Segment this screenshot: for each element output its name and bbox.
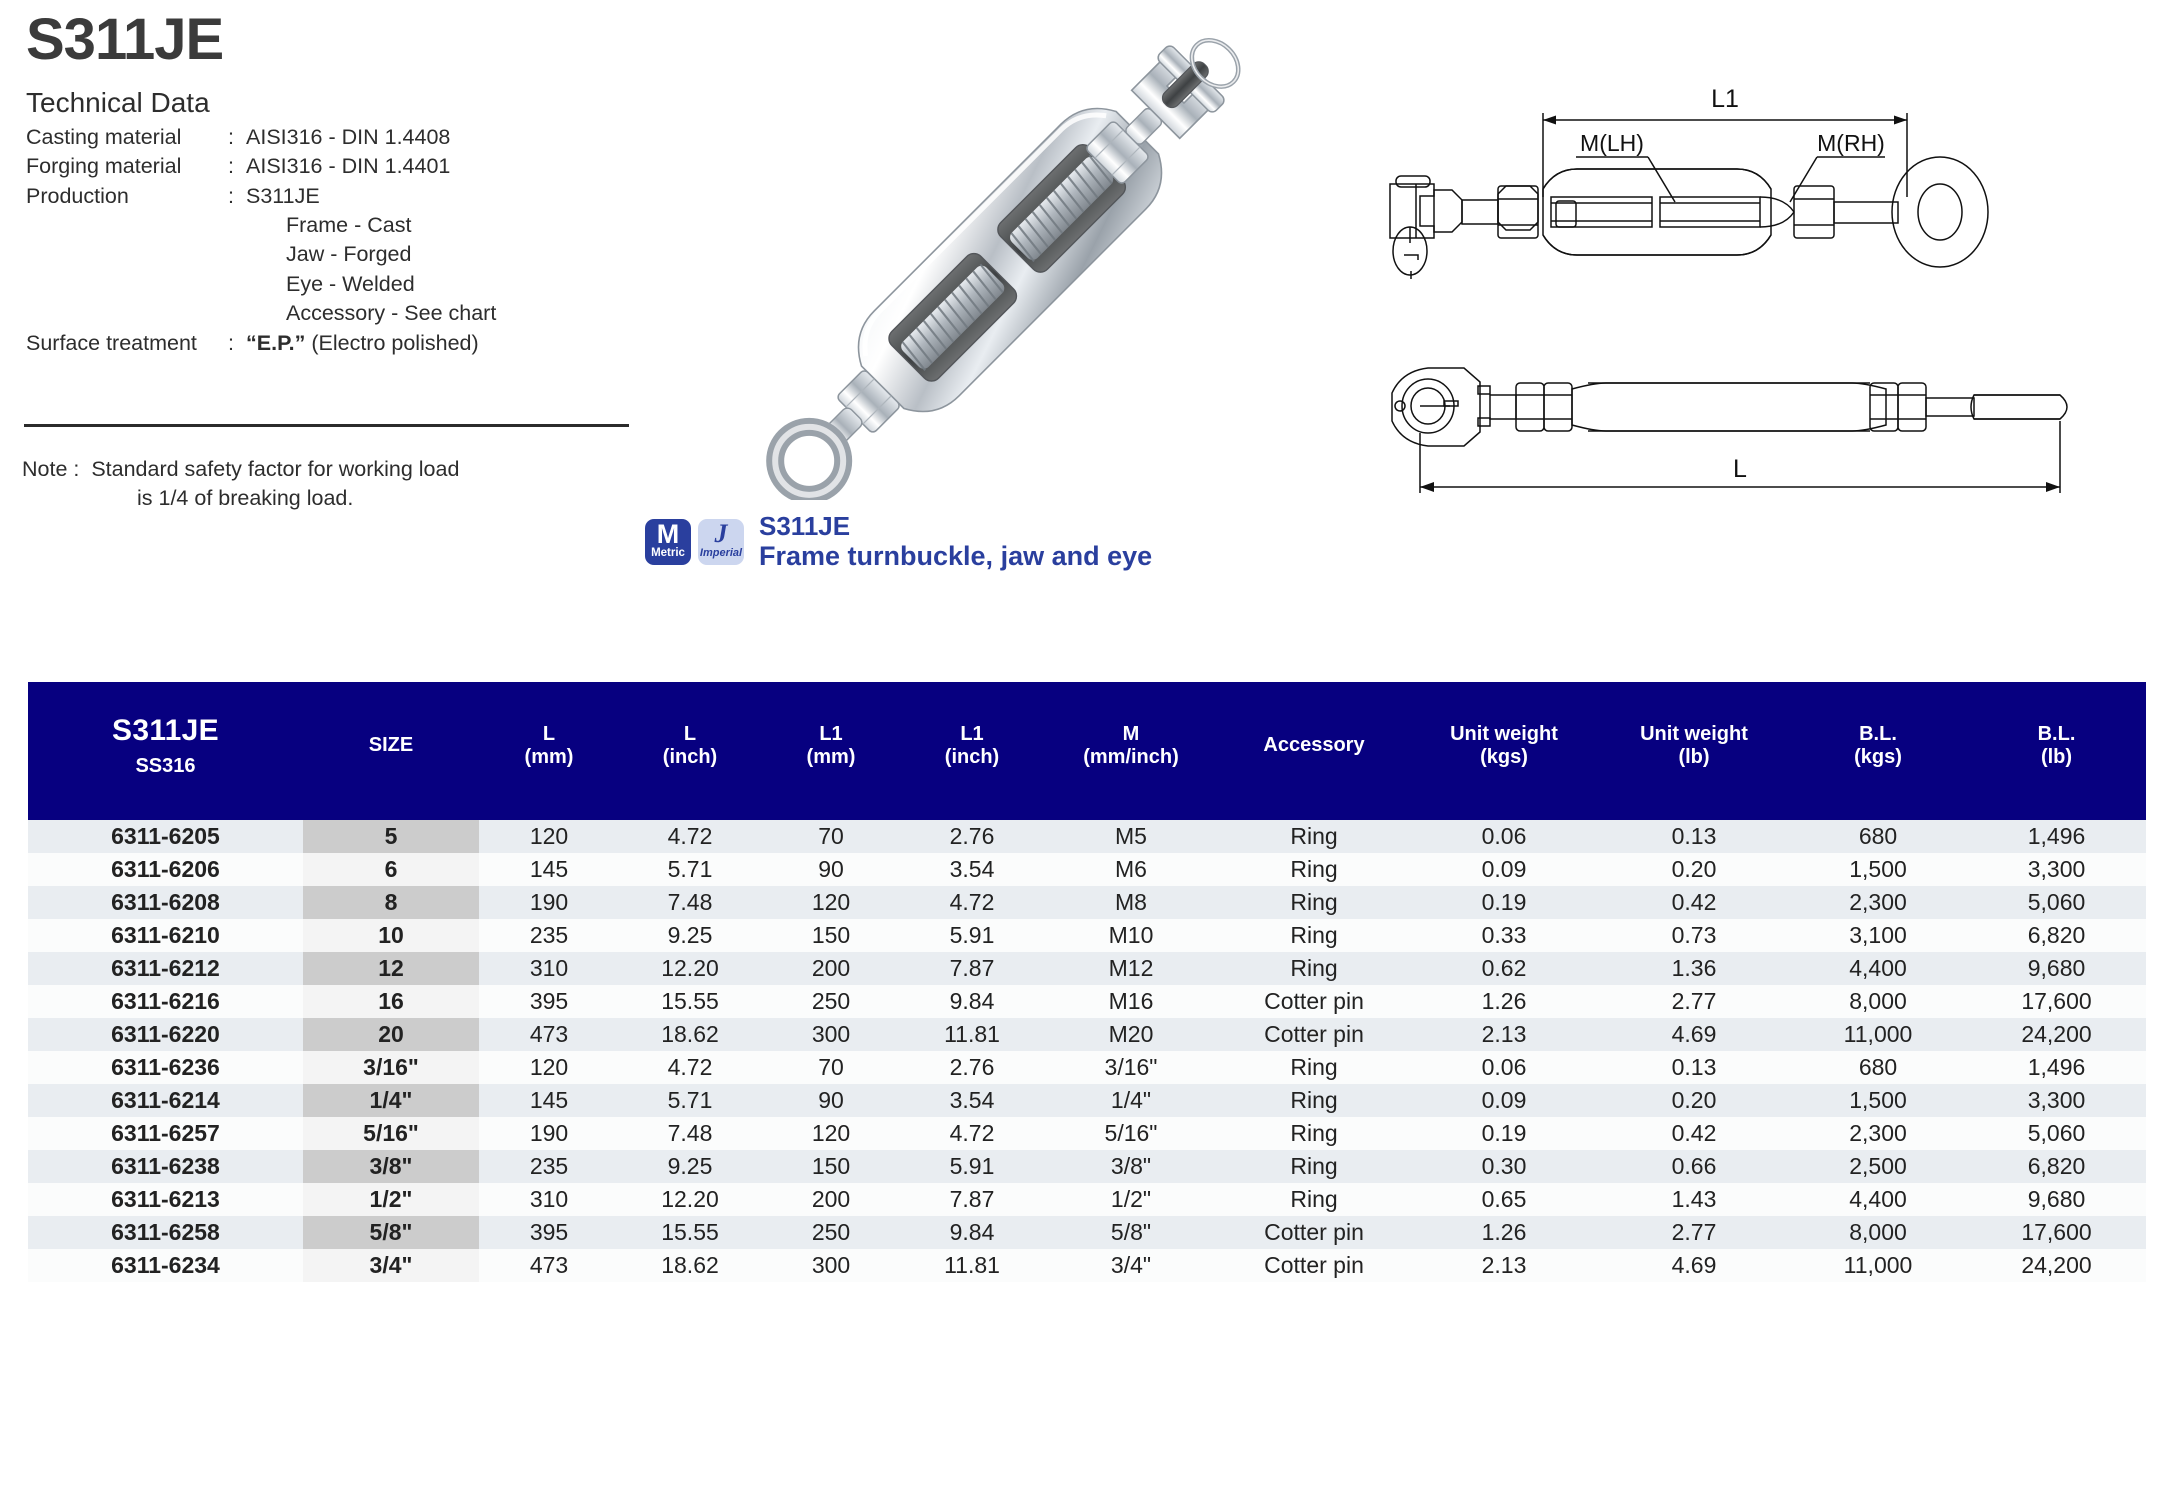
hdr-unit-uw-lb: (lb) bbox=[1678, 746, 1710, 768]
cell-size: 3/8" bbox=[303, 1150, 479, 1183]
table-row bbox=[28, 952, 2146, 985]
table-cell: 310 bbox=[479, 1183, 619, 1216]
imperial-badge-glyph: J bbox=[714, 519, 728, 549]
table-row bbox=[28, 919, 2146, 952]
table-row bbox=[28, 1117, 2146, 1150]
table-header-unit-weight-lb bbox=[1599, 682, 1789, 820]
table-cell: 190 bbox=[479, 886, 619, 919]
metric-badge-caption: Metric bbox=[651, 547, 685, 560]
table-cell: 9,680 bbox=[1967, 1183, 2146, 1216]
cell-part-number: 6311-6210 bbox=[28, 919, 303, 952]
table-cell: 12.20 bbox=[619, 952, 761, 985]
table-cell: 3.54 bbox=[901, 1084, 1043, 1117]
table-row bbox=[28, 1249, 2146, 1282]
table-cell: 190 bbox=[479, 1117, 619, 1150]
table-cell: 5.71 bbox=[619, 853, 761, 886]
cell-size: 10 bbox=[303, 919, 479, 952]
cell-part-number: 6311-6206 bbox=[28, 853, 303, 886]
table-cell: 7.87 bbox=[901, 952, 1043, 985]
thread-label-lh: M(LH) bbox=[1580, 130, 1644, 156]
table-cell: 3/4" bbox=[1043, 1249, 1219, 1282]
table-cell: 6,820 bbox=[1967, 1150, 2146, 1183]
table-cell: 5,060 bbox=[1967, 886, 2146, 919]
spec-row-casting bbox=[26, 123, 496, 152]
spec-value-surface-rest: (Electro polished) bbox=[311, 330, 479, 355]
imperial-badge-caption: Imperial bbox=[699, 547, 743, 560]
table-cell: 8,000 bbox=[1789, 985, 1967, 1018]
note-line-1: Standard safety factor for working load bbox=[91, 457, 460, 481]
thread-label-rh: M(RH) bbox=[1817, 130, 1885, 156]
table-cell: 0.19 bbox=[1409, 886, 1599, 919]
table-cell: 5.91 bbox=[901, 919, 1043, 952]
cell-part-number: 6311-6238 bbox=[28, 1150, 303, 1183]
technical-data-heading: Technical Data bbox=[26, 86, 210, 118]
table-cell: 2,500 bbox=[1789, 1150, 1967, 1183]
turnbuckle-photo-svg bbox=[690, 20, 1330, 500]
table-cell: 3.54 bbox=[901, 853, 1043, 886]
cell-size: 20 bbox=[303, 1018, 479, 1051]
cell-part-number: 6311-6258 bbox=[28, 1216, 303, 1249]
table-cell: 2.13 bbox=[1409, 1249, 1599, 1282]
technical-data-block bbox=[24, 7, 664, 358]
table-cell: 7.87 bbox=[901, 1183, 1043, 1216]
table-cell: 70 bbox=[761, 820, 901, 853]
table-cell: 0.20 bbox=[1599, 1084, 1789, 1117]
table-cell: 3/16" bbox=[1043, 1051, 1219, 1084]
table-cell: 15.55 bbox=[619, 1216, 761, 1249]
spec-colon: : bbox=[228, 124, 234, 149]
cell-size: 3/16" bbox=[303, 1051, 479, 1084]
table-cell: 3,100 bbox=[1789, 919, 1967, 952]
table-cell: M8 bbox=[1043, 886, 1219, 919]
cell-part-number: 6311-6212 bbox=[28, 952, 303, 985]
table-cell: 6,820 bbox=[1967, 919, 2146, 952]
table-cell: 4.72 bbox=[619, 820, 761, 853]
table-cell: 7.48 bbox=[619, 1117, 761, 1150]
metric-badge-icon bbox=[645, 519, 691, 565]
table-cell: 1/4" bbox=[1043, 1084, 1219, 1117]
table-cell: 8,000 bbox=[1789, 1216, 1967, 1249]
table-row bbox=[28, 886, 2146, 919]
cell-part-number: 6311-6236 bbox=[28, 1051, 303, 1084]
table-cell: 0.09 bbox=[1409, 1084, 1599, 1117]
cell-size: 16 bbox=[303, 985, 479, 1018]
specification-table bbox=[28, 682, 2146, 1282]
dim-label-l1: L1 bbox=[1711, 85, 1739, 113]
table-cell: 1,500 bbox=[1789, 1084, 1967, 1117]
spec-label-casting: Casting material bbox=[26, 124, 182, 149]
table-cell: Cotter pin bbox=[1219, 985, 1409, 1018]
table-cell: 4.69 bbox=[1599, 1018, 1789, 1051]
cell-part-number: 6311-6220 bbox=[28, 1018, 303, 1051]
table-header-bl-lb bbox=[1967, 682, 2146, 820]
table-cell: Ring bbox=[1219, 919, 1409, 952]
spec-sub-accessory: Accessory - See chart bbox=[286, 301, 497, 326]
product-title-description: Frame turnbuckle, jaw and eye bbox=[759, 540, 1153, 571]
table-header-l-inch bbox=[619, 682, 761, 820]
cell-size: 5 bbox=[303, 820, 479, 853]
table-cell: 11.81 bbox=[901, 1018, 1043, 1051]
hdr-unit-l-mm: (mm) bbox=[524, 746, 574, 768]
hdr-main-uw-lb: Unit weight bbox=[1640, 722, 1748, 745]
table-cell: 2.13 bbox=[1409, 1018, 1599, 1051]
table-cell: 0.06 bbox=[1409, 820, 1599, 853]
table-cell: 300 bbox=[761, 1249, 901, 1282]
cell-part-number: 6311-6214 bbox=[28, 1084, 303, 1117]
cell-size: 8 bbox=[303, 886, 479, 919]
table-header-l1-mm bbox=[761, 682, 901, 820]
spec-row-production bbox=[26, 182, 496, 211]
table-cell: 0.06 bbox=[1409, 1051, 1599, 1084]
badge-title-row bbox=[645, 512, 1152, 572]
table-header-accessory bbox=[1219, 682, 1409, 820]
spec-sub-eye: Eye - Welded bbox=[286, 271, 415, 296]
table-cell: Ring bbox=[1219, 820, 1409, 853]
table-row bbox=[28, 985, 2146, 1018]
table-cell: 2.77 bbox=[1599, 985, 1789, 1018]
table-cell: 4,400 bbox=[1789, 952, 1967, 985]
table-cell: 1,496 bbox=[1967, 1051, 2146, 1084]
table-cell: Ring bbox=[1219, 952, 1409, 985]
table-cell: 1,500 bbox=[1789, 853, 1967, 886]
spec-sub-frame: Frame - Cast bbox=[286, 213, 412, 238]
table-cell: 17,600 bbox=[1967, 985, 2146, 1018]
table-header-size bbox=[303, 682, 479, 820]
cell-size: 3/4" bbox=[303, 1249, 479, 1282]
table-cell: 1.26 bbox=[1409, 985, 1599, 1018]
spec-colon: : bbox=[228, 154, 234, 179]
spec-row-forging bbox=[26, 152, 496, 181]
table-cell: M10 bbox=[1043, 919, 1219, 952]
note-block bbox=[22, 455, 642, 513]
table-cell: 0.65 bbox=[1409, 1183, 1599, 1216]
table-cell: 0.13 bbox=[1599, 1051, 1789, 1084]
spec-row-jaw bbox=[26, 240, 496, 269]
spec-row-accessory bbox=[26, 299, 496, 328]
table-header-bl-kgs bbox=[1789, 682, 1967, 820]
table-cell: 4.69 bbox=[1599, 1249, 1789, 1282]
cell-part-number: 6311-6205 bbox=[28, 820, 303, 853]
table-cell: 0.62 bbox=[1409, 952, 1599, 985]
spec-row-surface bbox=[26, 329, 496, 358]
spec-row-frame bbox=[26, 211, 496, 240]
hdr-main-uw-kgs: Unit weight bbox=[1450, 722, 1558, 745]
technical-drawing-top bbox=[1380, 75, 2160, 335]
cell-size: 12 bbox=[303, 952, 479, 985]
table-cell: 2,300 bbox=[1789, 1117, 1967, 1150]
table-cell: 3/8" bbox=[1043, 1150, 1219, 1183]
table-cell: 0.66 bbox=[1599, 1150, 1789, 1183]
hdr-main-l-inch: L bbox=[683, 722, 697, 745]
table-cell: 9,680 bbox=[1967, 952, 2146, 985]
table-cell: 3,300 bbox=[1967, 853, 2146, 886]
table-cell: 120 bbox=[479, 820, 619, 853]
cell-size: 6 bbox=[303, 853, 479, 886]
table-row bbox=[28, 853, 2146, 886]
hdr-main-l-mm: L bbox=[542, 722, 556, 745]
cell-part-number: 6311-6208 bbox=[28, 886, 303, 919]
table-cell: 1/2" bbox=[1043, 1183, 1219, 1216]
spec-value-forging: AISI316 - DIN 1.4401 bbox=[246, 154, 451, 179]
table-cell: 9.84 bbox=[901, 985, 1043, 1018]
table-cell: 2.76 bbox=[901, 1051, 1043, 1084]
table-row bbox=[28, 1051, 2146, 1084]
table-cell: Ring bbox=[1219, 1084, 1409, 1117]
table-cell: 90 bbox=[761, 853, 901, 886]
table-cell: 4.72 bbox=[901, 886, 1043, 919]
table-cell: 18.62 bbox=[619, 1018, 761, 1051]
cell-size: 1/2" bbox=[303, 1183, 479, 1216]
table-cell: M5 bbox=[1043, 820, 1219, 853]
spec-label-production: Production bbox=[26, 183, 129, 208]
table-cell: 11,000 bbox=[1789, 1018, 1967, 1051]
table-header-m bbox=[1043, 682, 1219, 820]
table-cell: M12 bbox=[1043, 952, 1219, 985]
table-cell: 0.42 bbox=[1599, 1117, 1789, 1150]
hdr-unit-m: (mm/inch) bbox=[1083, 746, 1179, 768]
table-header-row bbox=[28, 682, 2146, 820]
spec-label-forging: Forging material bbox=[26, 154, 182, 179]
table-header-part bbox=[28, 682, 303, 820]
table-header-unit-weight-kgs bbox=[1409, 682, 1599, 820]
table-cell: M20 bbox=[1043, 1018, 1219, 1051]
table-cell: Ring bbox=[1219, 1051, 1409, 1084]
spec-value-production: S311JE bbox=[246, 183, 320, 208]
table-cell: Cotter pin bbox=[1219, 1249, 1409, 1282]
table-cell: 1.36 bbox=[1599, 952, 1789, 985]
table-cell: Ring bbox=[1219, 853, 1409, 886]
table-cell: 0.73 bbox=[1599, 919, 1789, 952]
spec-colon: : bbox=[228, 183, 234, 208]
table-cell: 0.19 bbox=[1409, 1117, 1599, 1150]
table-cell: 5.71 bbox=[619, 1084, 761, 1117]
cell-part-number: 6311-6213 bbox=[28, 1183, 303, 1216]
spec-table bbox=[26, 123, 496, 358]
hdr-main-bl-kgs: B.L. bbox=[1859, 722, 1897, 745]
hdr-main-accessory: Accessory bbox=[1263, 734, 1365, 757]
hdr-main-l1-inch: L1 bbox=[960, 722, 984, 745]
table-cell: 1,496 bbox=[1967, 820, 2146, 853]
hdr-unit-l1-inch: (inch) bbox=[944, 746, 1000, 768]
table-cell: 4,400 bbox=[1789, 1183, 1967, 1216]
table-row bbox=[28, 1183, 2146, 1216]
cell-part-number: 6311-6234 bbox=[28, 1249, 303, 1282]
table-cell: 250 bbox=[761, 985, 901, 1018]
table-cell: 120 bbox=[479, 1051, 619, 1084]
table-row bbox=[28, 1018, 2146, 1051]
table-cell: 200 bbox=[761, 952, 901, 985]
technical-drawing-bottom bbox=[1380, 345, 2160, 525]
spec-colon: : bbox=[228, 330, 234, 355]
table-cell: 7.48 bbox=[619, 886, 761, 919]
table-row bbox=[28, 1216, 2146, 1249]
product-title-code: S311JE bbox=[759, 511, 851, 541]
table-row bbox=[28, 1150, 2146, 1183]
spec-row-eye bbox=[26, 270, 496, 299]
product-title-block bbox=[759, 512, 1152, 572]
hdr-main-m: M bbox=[1122, 722, 1140, 745]
table-cell: 4.72 bbox=[901, 1117, 1043, 1150]
hdr-unit-bl-lb: (lb) bbox=[2040, 746, 2073, 768]
hdr-unit-bl-kgs: (kgs) bbox=[1854, 746, 1902, 768]
table-header-part-sub: SS316 bbox=[135, 755, 196, 778]
table-cell: 680 bbox=[1789, 820, 1967, 853]
note-label: Note : bbox=[22, 457, 80, 481]
drawing-top-svg bbox=[1380, 75, 2160, 335]
table-body bbox=[28, 820, 2146, 1282]
cell-size: 5/16" bbox=[303, 1117, 479, 1150]
spec-value-casting: AISI316 - DIN 1.4408 bbox=[246, 124, 451, 149]
table-header-l-mm bbox=[479, 682, 619, 820]
table-cell: 1.43 bbox=[1599, 1183, 1789, 1216]
hdr-unit-uw-kgs: (kgs) bbox=[1480, 746, 1528, 768]
drawing-bottom-svg bbox=[1380, 345, 2160, 525]
table-cell: 24,200 bbox=[1967, 1249, 2146, 1282]
table-cell: 5/16" bbox=[1043, 1117, 1219, 1150]
table-cell: 150 bbox=[761, 1150, 901, 1183]
table-cell: 17,600 bbox=[1967, 1216, 2146, 1249]
table-cell: 0.09 bbox=[1409, 853, 1599, 886]
cell-part-number: 6311-6257 bbox=[28, 1117, 303, 1150]
table-cell: 120 bbox=[761, 1117, 901, 1150]
table-cell: 235 bbox=[479, 1150, 619, 1183]
table-cell: 12.20 bbox=[619, 1183, 761, 1216]
page-title: S311JE bbox=[26, 7, 224, 72]
table-cell: 2.77 bbox=[1599, 1216, 1789, 1249]
table-header-part-title: S311JE bbox=[112, 713, 219, 747]
table-cell: 3,300 bbox=[1967, 1084, 2146, 1117]
table-cell: Cotter pin bbox=[1219, 1018, 1409, 1051]
imperial-badge-icon bbox=[698, 519, 744, 565]
product-photo bbox=[690, 20, 1330, 500]
table-cell: 200 bbox=[761, 1183, 901, 1216]
spec-label-surface: Surface treatment bbox=[26, 330, 197, 355]
table-cell: 0.20 bbox=[1599, 853, 1789, 886]
table-cell: 5/8" bbox=[1043, 1216, 1219, 1249]
spec-sub-jaw: Jaw - Forged bbox=[286, 242, 412, 267]
table-cell: 680 bbox=[1789, 1051, 1967, 1084]
table-row bbox=[28, 820, 2146, 853]
table-cell: 145 bbox=[479, 853, 619, 886]
table-cell: Ring bbox=[1219, 1117, 1409, 1150]
table-cell: 9.25 bbox=[619, 1150, 761, 1183]
cell-size: 1/4" bbox=[303, 1084, 479, 1117]
note-divider bbox=[24, 424, 629, 427]
table-row bbox=[28, 1084, 2146, 1117]
table-cell: 235 bbox=[479, 919, 619, 952]
hdr-main-l1-mm: L1 bbox=[819, 722, 843, 745]
table-cell: 1.26 bbox=[1409, 1216, 1599, 1249]
table-cell: 18.62 bbox=[619, 1249, 761, 1282]
dim-label-l: L bbox=[1733, 455, 1747, 483]
table-cell: 473 bbox=[479, 1249, 619, 1282]
table-cell: 90 bbox=[761, 1084, 901, 1117]
table-cell: 310 bbox=[479, 952, 619, 985]
table-cell: Ring bbox=[1219, 1150, 1409, 1183]
table-cell: Ring bbox=[1219, 886, 1409, 919]
table-cell: 9.25 bbox=[619, 919, 761, 952]
table-cell: 150 bbox=[761, 919, 901, 952]
table-cell: 120 bbox=[761, 886, 901, 919]
table-cell: 70 bbox=[761, 1051, 901, 1084]
table-header-l1-inch bbox=[901, 682, 1043, 820]
hdr-main-bl-lb: B.L. bbox=[2037, 722, 2076, 745]
hdr-unit-l-inch: (inch) bbox=[662, 746, 718, 768]
metric-badge-glyph: M bbox=[656, 518, 680, 549]
table-cell: 15.55 bbox=[619, 985, 761, 1018]
table-cell: 250 bbox=[761, 1216, 901, 1249]
table-cell: 0.13 bbox=[1599, 820, 1789, 853]
table-cell: 5.91 bbox=[901, 1150, 1043, 1183]
table-cell: 4.72 bbox=[619, 1051, 761, 1084]
table-cell: 0.42 bbox=[1599, 886, 1789, 919]
cell-size: 5/8" bbox=[303, 1216, 479, 1249]
table-cell: 11.81 bbox=[901, 1249, 1043, 1282]
spec-value-surface-ep: “E.P.” bbox=[246, 330, 306, 355]
table-cell: 0.30 bbox=[1409, 1150, 1599, 1183]
table-cell: 395 bbox=[479, 1216, 619, 1249]
table-cell: 395 bbox=[479, 985, 619, 1018]
table-cell: Ring bbox=[1219, 1183, 1409, 1216]
table-cell: 2,300 bbox=[1789, 886, 1967, 919]
note-line-2: is 1/4 of breaking load. bbox=[137, 486, 354, 511]
table-cell: M16 bbox=[1043, 985, 1219, 1018]
cell-part-number: 6311-6216 bbox=[28, 985, 303, 1018]
table-cell: 9.84 bbox=[901, 1216, 1043, 1249]
table-cell: 145 bbox=[479, 1084, 619, 1117]
table-cell: M6 bbox=[1043, 853, 1219, 886]
table-cell: 300 bbox=[761, 1018, 901, 1051]
hdr-unit-l1-mm: (mm) bbox=[806, 746, 856, 768]
table-cell: 2.76 bbox=[901, 820, 1043, 853]
table-cell: 0.33 bbox=[1409, 919, 1599, 952]
hdr-main-size: SIZE bbox=[368, 734, 414, 757]
table-cell: 473 bbox=[479, 1018, 619, 1051]
table-cell: 11,000 bbox=[1789, 1249, 1967, 1282]
table-cell: Cotter pin bbox=[1219, 1216, 1409, 1249]
table-cell: 24,200 bbox=[1967, 1018, 2146, 1051]
table-cell: 5,060 bbox=[1967, 1117, 2146, 1150]
